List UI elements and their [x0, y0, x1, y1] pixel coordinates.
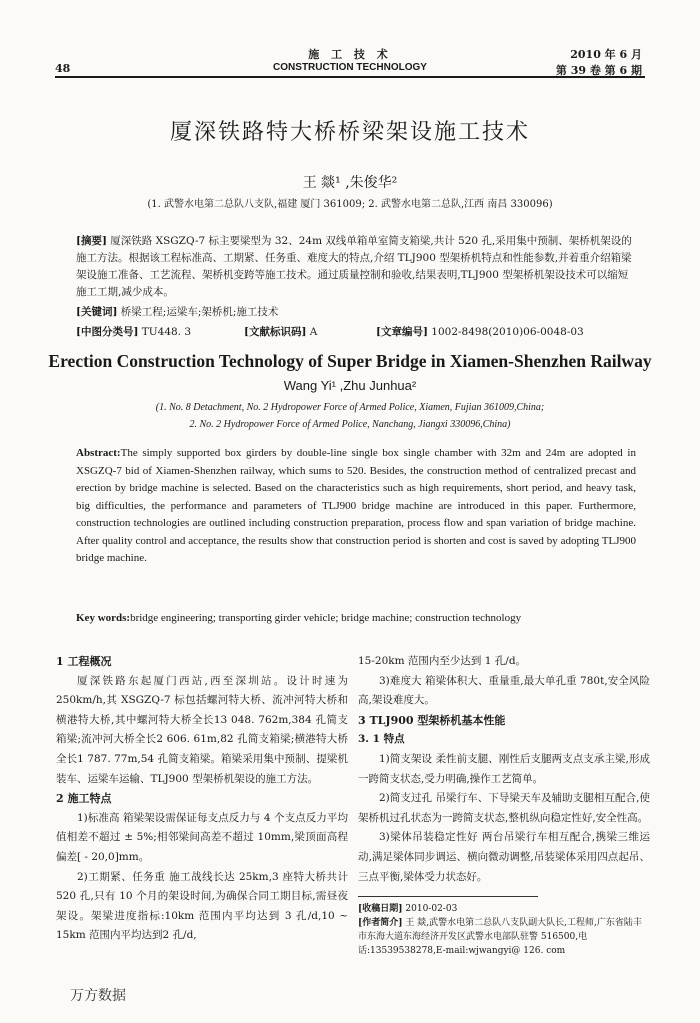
affiliation-en-2: 2. No. 2 Hydropower Force of Armed Police, Nanchang, Jiangxi 330096,China) [189, 419, 511, 430]
article-code: [文章编号] 1002-8498(2010)06-0048-03 [376, 326, 584, 338]
keywords-en-text: bridge engineering; transporting girder vehicle; bridge machine; construction technology [130, 612, 522, 624]
footnote-rule [358, 896, 538, 897]
issue-date: 2010 年 6 月 [570, 48, 642, 61]
affiliation-en-1: (1. No. 8 Detachment, No. 2 Hydropower Force of Armed Police, Xiamen, Fujian 361009,China; [155, 402, 545, 413]
affiliation-cn: (1. 武警水电第二总队八支队,福建 厦门 361009; 2. 武警水电第二总队,江西 南昌 330096) [147, 199, 553, 210]
keywords-en-label: Key words: [76, 612, 131, 624]
issue-volume: 第 39 卷 第 6 期 [555, 64, 642, 77]
section-2-item-2: 2)工期紧、任务重 施工战线长达 25km,3 座特大桥共计 520 孔,只有 10 个月的架设时间,为确保合同工期目标,需昼夜架设。架梁进度指标:10km 范围内平均达到 3 孔/d,10 ~ 15km 范围内平均达到2 孔/d, [56, 870, 348, 942]
authors-cn: 王 燚¹ ,朱俊华² [302, 175, 398, 191]
section-1-heading: 1 工程概况 [56, 655, 112, 668]
watermark-text: 万方数据 [70, 988, 126, 1004]
section-3-heading: 3 TLJ900 型架桥机基本性能 [358, 713, 506, 727]
section-2-heading: 2 施工特点 [56, 792, 112, 806]
journal-name-cn: 施 工 技 术 [308, 48, 392, 61]
keywords-cn-label: [关键词] [76, 306, 118, 318]
clc-code: [中图分类号] TU448. 3 [76, 326, 192, 338]
section-3-1-item-1: 1)简支架设 柔性前支腿、刚性后支腿两支点支承主梁,形成一跨简支状态,受力明确,操作工艺简单。 [358, 752, 650, 785]
page-number: 48 [55, 62, 71, 75]
section-3-1-item-3: 3)梁体吊装稳定性好 两台吊梁行车相互配合,携梁三维运动,满足梁体同步调运、横向微动调整,吊装梁体采用四点起吊、三点平衡,梁体受力状态好。 [358, 831, 650, 883]
abstract-en-text: The simply supported box girders by double-line single box single chamber with 32m and 24m are adopted in XSGZQ-7 bid of Xiamen-Shenzhen railway, which sums to 520. Besides, the construction method of centralized precast and erection by bridge machine is selected. Based on the characteristics such as high requirements, short period, and heavy task, big difficulties, the performance and parameters of TLJ900 bridge machine are introduced in this paper. Furthermore, construction technologies are outlined including construction preparation, process flow and span variation of bridge machine. After quality control and acceptance, the results show that construction period is shorten and cost is saved by adopting TLJ900 bridge machine. [76, 447, 636, 564]
section-2-item-2-continued: 15-20km 范围内至少达到 1 孔/d。 [358, 655, 527, 667]
keywords-en [76, 612, 636, 624]
author-bio: [作者简介] 王 燚,武警水电第二总队八支队副大队长,工程师,广东省陆丰市东海大道东海经济开发区武警水电部队驻警 516500,电话:13539538278,E-mail:wjwangyi@ 126. com [358, 918, 642, 956]
journal-name-en: CONSTRUCTION TECHNOLOGY [273, 62, 427, 73]
header-rule [55, 76, 645, 78]
abstract-en [76, 445, 636, 568]
keywords-cn-text: 桥梁工程;运梁车;架桥机;施工技术 [120, 306, 279, 318]
doc-code: [文献标识码] A [244, 326, 318, 338]
abstract-cn [76, 233, 636, 301]
body-right-column [358, 652, 650, 887]
section-2-item-1: 1)标准高 箱梁架设需保证每支点反力与 4 个支点反力平均值相差不超过 ± 5%;相邻梁间高差不超过 10mm,梁顶面高程偏差[ - 20,0]mm。 [56, 811, 348, 863]
authors-en: Wang Yi¹ ,Zhu Junhua² [283, 378, 417, 393]
abstract-en-label: Abstract: [76, 447, 121, 459]
section-2-item-3: 3)难度大 箱梁体积大、重量重,最大单孔重 780t,安全风险高,架设难度大。 [358, 674, 650, 707]
received-date: [收稿日期] 2010-02-03 [358, 904, 458, 914]
section-3-1-item-2: 2)简支过孔 吊梁行车、下导梁天车及辅助支腿相互配合,使架桥机过孔状态为一跨简支状态,整机纵向稳定性好,安全性高。 [358, 792, 650, 824]
section-3-1-heading: 3. 1 特点 [358, 733, 405, 746]
section-1-paragraph: 厦深铁路东起厦门西站,西至深圳站。设计时速为 250km/h,其 XSGZQ-7 标包括螺河特大桥、流冲河特大桥和横港特大桥,其中螺河特大桥全长13 048. 762m,384 孔简支箱梁;流冲河大桥全长2 606. 61m,82 孔简支箱梁;横港特大桥全长1 787. 77m,54 孔简支箱梁。箱梁采用集中预制、提梁机装车、运梁车运输、TLJ900 型架桥机架设的施工方法。 [56, 674, 348, 785]
abstract-cn-text: 厦深铁路 XSGZQ-7 标主要梁型为 32、24m 双线单箱单室简支箱梁,共计 520 孔,采用集中预制、架桥机架设的施工方法。根据该工程标准高、工期紧、任务重、难度大的特点,介绍 TLJ900 型架桥机特点和性能参数,并着重介绍箱梁架设施工准备、工艺流程、架桥机变跨等施工技术。通过质量控制和验收,结果表明,TLJ900 型架桥机架设技术可以缩短施工工期,减少成本。 [76, 235, 632, 298]
keywords-cn [76, 304, 636, 321]
footnote [358, 902, 650, 958]
body-left-column [56, 652, 348, 946]
paper-title-cn: 厦深铁路特大桥桥梁架设施工技术 [169, 120, 530, 145]
paper-title-en: Erection Construction Technology of Super Bridge in Xiamen-Shenzhen Railway [48, 351, 652, 371]
abstract-cn-label: [摘要] [76, 235, 107, 247]
